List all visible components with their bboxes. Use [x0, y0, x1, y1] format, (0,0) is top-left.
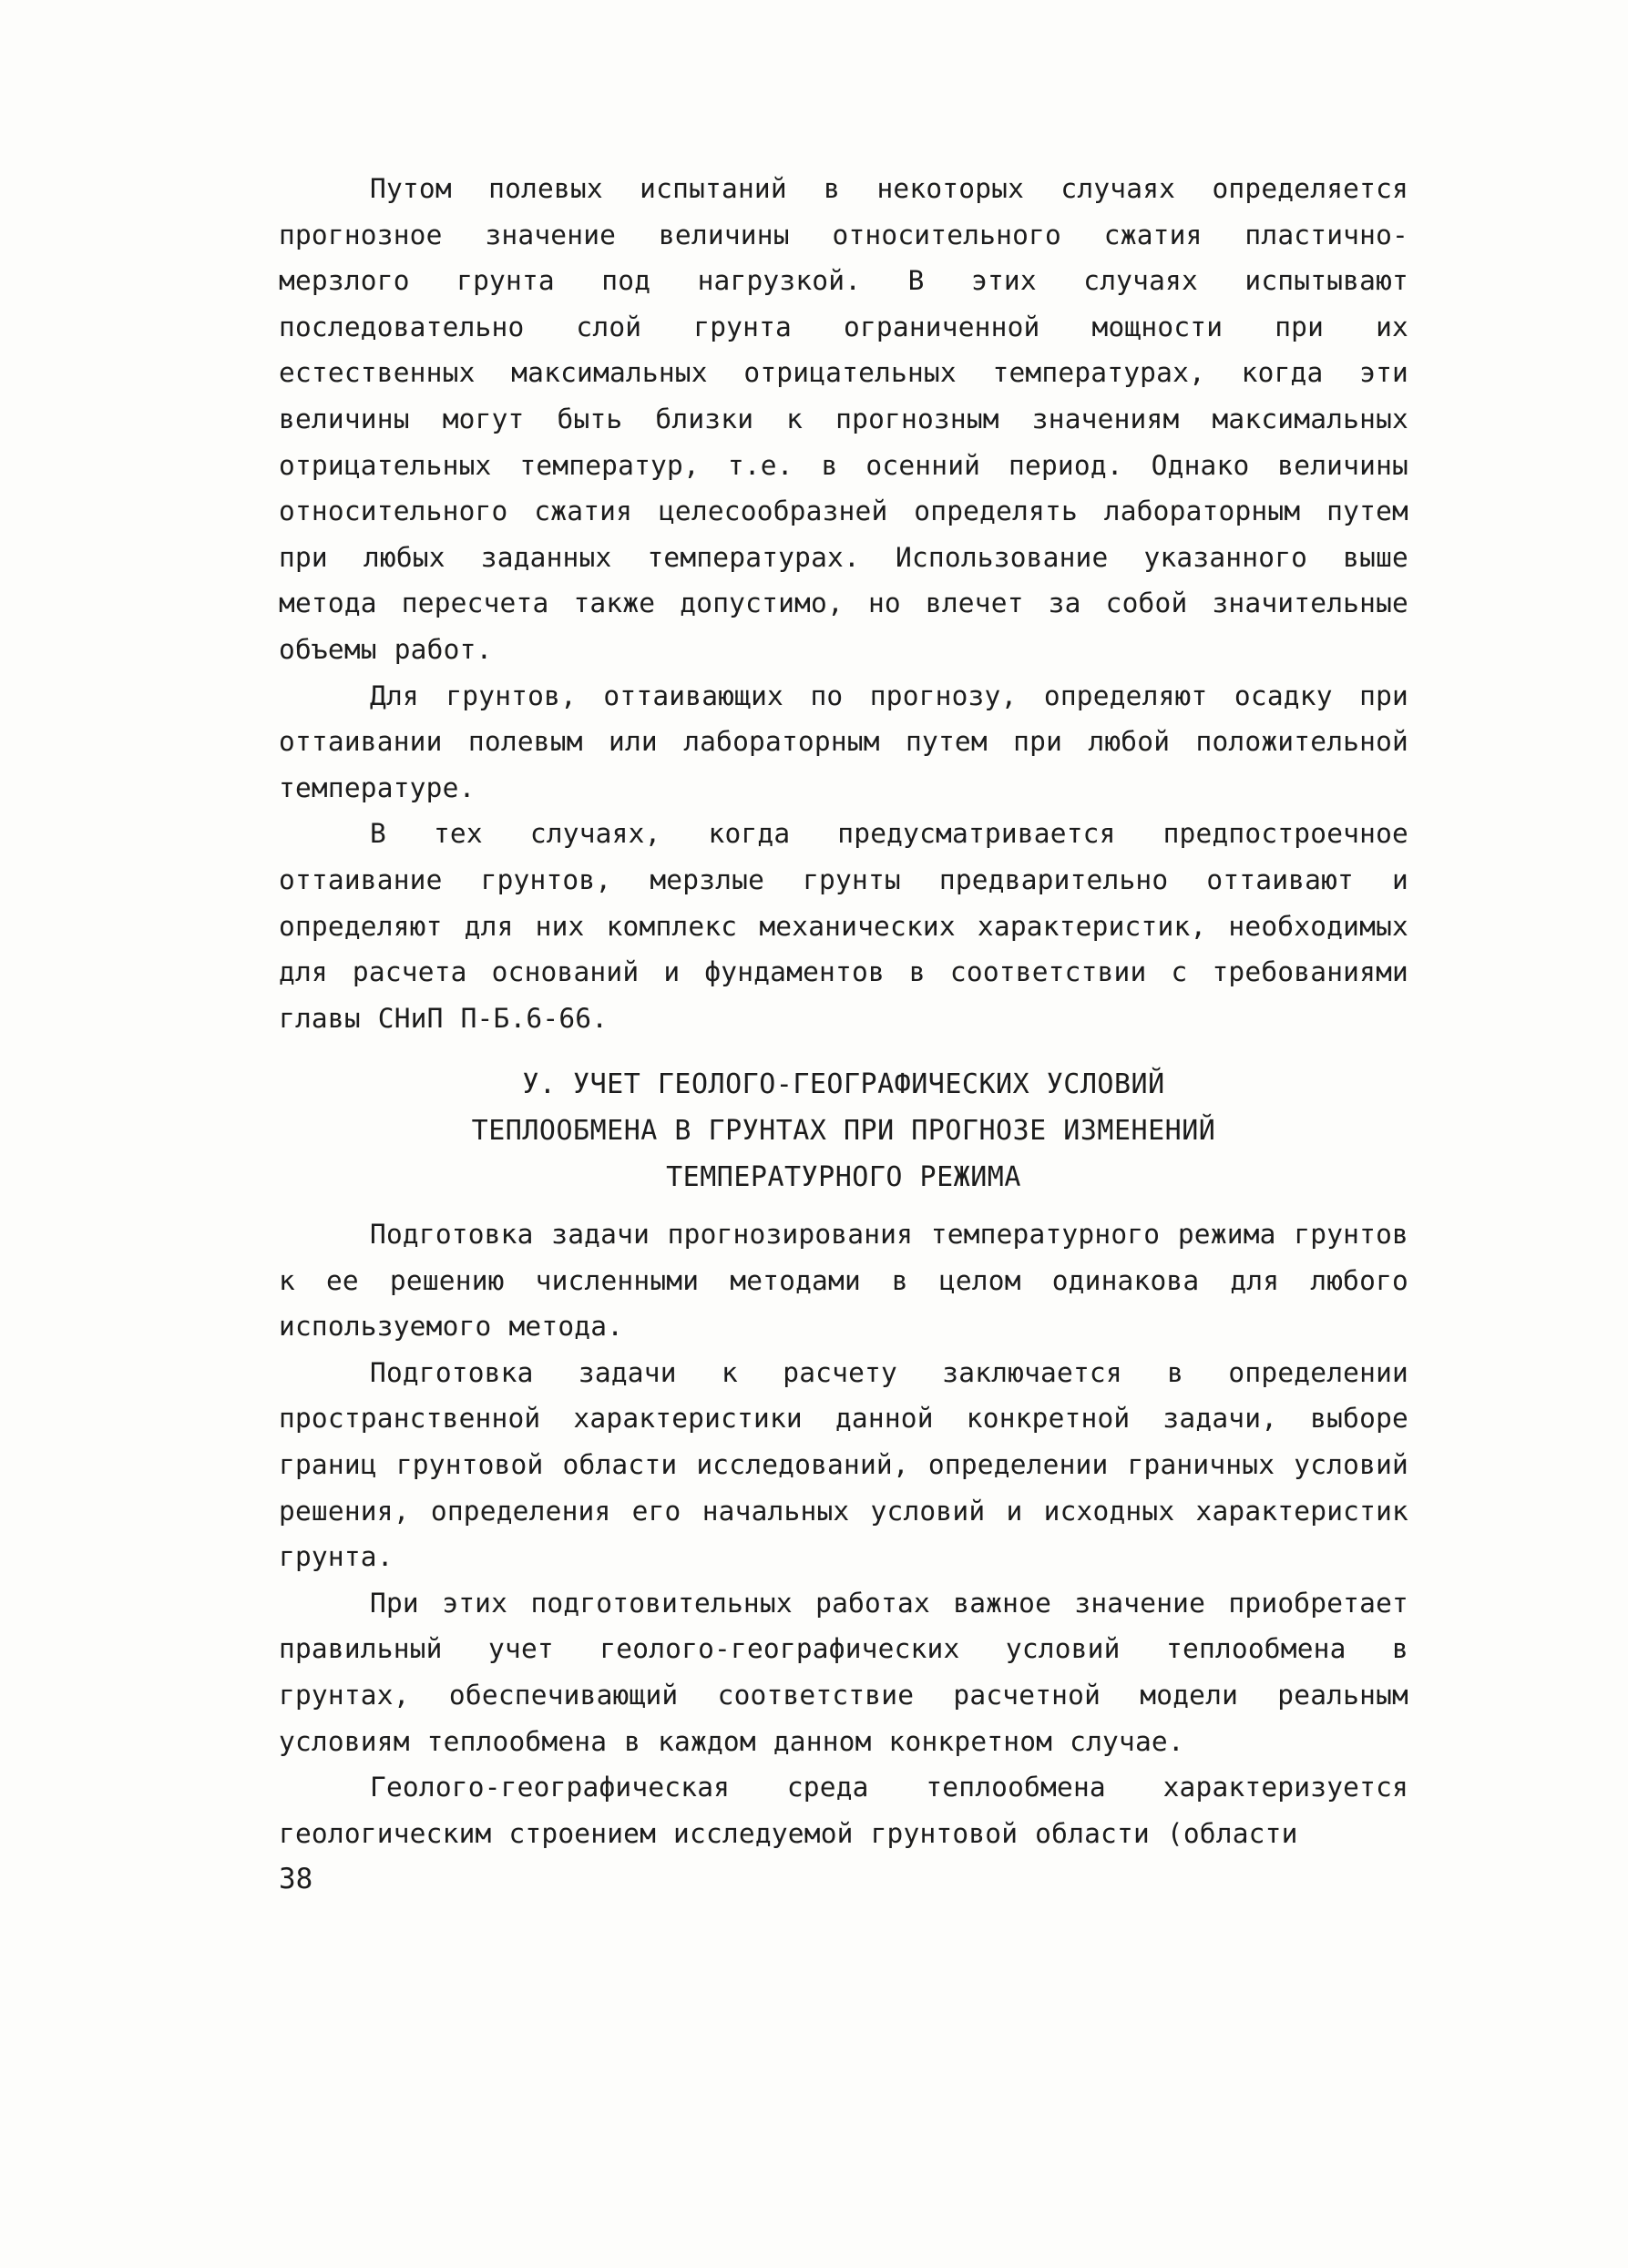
paragraph-environment: Геолого-географическая среда теплообмена характеризуется геологическим строением исследуемой грунтовой области (области: [279, 1772, 1408, 1849]
section-heading-line-2: ТЕПЛООБМЕНА В ГРУНТАХ ПРИ ПРОГНОЗЕ ИЗМЕНЕНИЙ: [471, 1115, 1216, 1147]
paragraph-field-tests: Путом полевых испытаний в некоторых случаях определяется прогнозное значение величины относительного сжатия пластично-мерзлого грунта под нагрузкой. В этих случаях испытывают последовательно слой грунта ограниченной мощности при их естественных максимальных отрицательных температурах, когда эти величины могут быть близки к прогнозным значениям максимальных отрицательных температур, т.е. в осенний период. Однако величины относительного сжатия целесообразней определять лабораторным путем при любых заданных температурах. Использование указанного выше метода пересчета также допустимо, но влечет за собой значительные объемы работ.: [279, 173, 1408, 665]
page-number: 38: [279, 1863, 313, 1895]
bottom-text-block: [279, 1211, 1408, 1856]
section-heading-line-3: ТЕМПЕРАТУРНОГО РЕЖИМА: [666, 1161, 1021, 1193]
top-text-block: [279, 166, 1408, 1041]
paragraph-pre-construction-thawing: В тех случаях, когда предусматривается предпостроечное оттаивание грунтов, мерзлые грунты предварительно оттаивают и определяют для них комплекс механических характеристик, необходимых для расчета оснований и фундаментов в соответствии с требованиями главы СНиП П-Б.6-66.: [279, 818, 1408, 1034]
paragraph-calculation-setup: Подготовка задачи к расчету заключается в определении пространственной характеристики данной конкретной задачи, выборе границ грунтовой области исследований, определении граничных условий решения, определения его начальных условий и исходных характеристик грунта.: [279, 1356, 1408, 1573]
section-heading-line-1: У. УЧЕТ ГЕОЛОГО-ГЕОГРАФИЧЕСКИХ УСЛОВИЙ: [522, 1068, 1165, 1100]
paragraph-task-preparation: Подготовка задачи прогнозирования температурного режима грунтов к ее решению численными методами в целом одинакова для любого используемого метода.: [279, 1219, 1408, 1343]
paragraph-thawing-soils: Для грунтов, оттаивающих по прогнозу, определяют осадку при оттаивании полевым или лабораторным путем при любой положительной температуре.: [279, 679, 1408, 803]
paragraph-geological-conditions: При этих подготовительных работах важное значение приобретает правильный учет геолого-географических условий теплообмена в грунтах, обеспечивающий соответствие расчетной модели реальным условиям теплообмена в каждом данном конкретном случае.: [279, 1587, 1408, 1757]
